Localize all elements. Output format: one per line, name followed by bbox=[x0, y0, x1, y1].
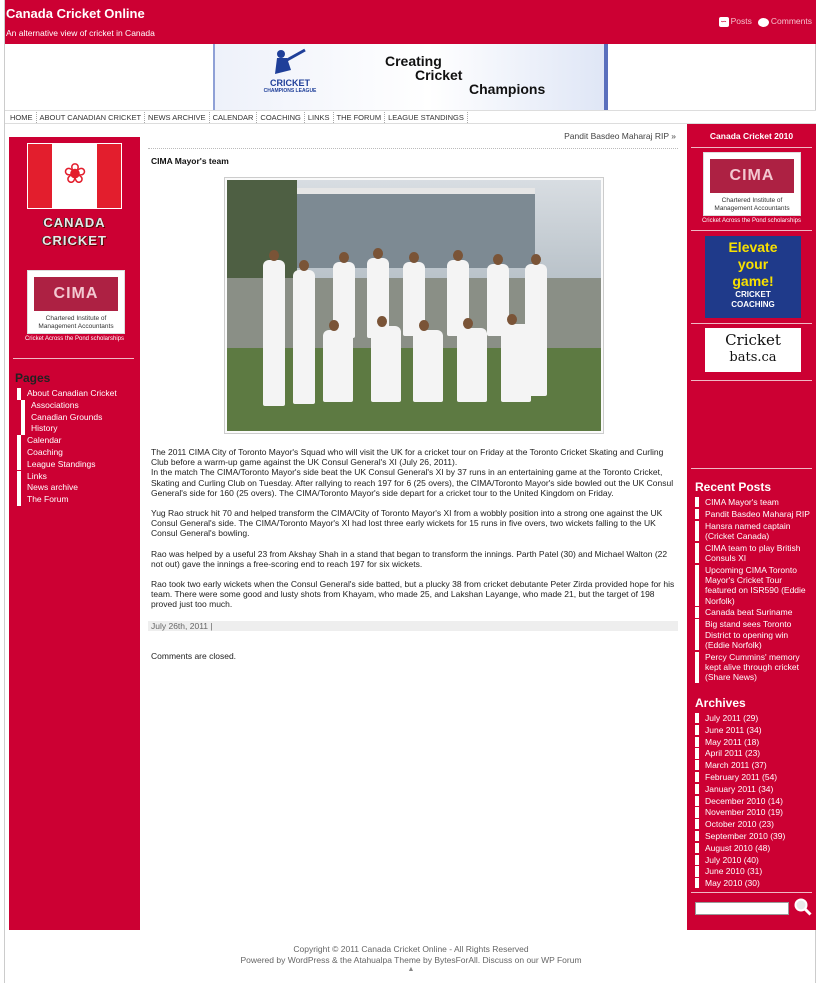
left-sidebar bbox=[9, 137, 140, 930]
archives-list bbox=[695, 713, 811, 890]
comments-feed-label: Comments bbox=[770, 16, 812, 27]
league-logo bbox=[255, 50, 325, 94]
archive-link[interactable]: July 2010 (40) bbox=[695, 855, 811, 865]
archive-link[interactable]: June 2011 (34) bbox=[695, 725, 811, 735]
search-input[interactable] bbox=[695, 902, 789, 915]
league-sub: CHAMPIONS LEAGUE bbox=[263, 88, 317, 94]
site-tagline: An alternative view of cricket in Canada bbox=[6, 28, 155, 38]
pages-heading: Pages bbox=[15, 371, 51, 385]
cima-logo-banner[interactable] bbox=[703, 152, 801, 216]
archive-link[interactable]: January 2011 (34) bbox=[695, 784, 811, 794]
post-date: July 26th, 2011 | bbox=[148, 621, 678, 631]
archive-link[interactable]: December 2010 (14) bbox=[695, 796, 811, 806]
search-icon[interactable] bbox=[794, 898, 812, 916]
cricketbats-banner[interactable] bbox=[705, 328, 801, 372]
chevron-right-icon: » bbox=[671, 131, 676, 141]
post-paragraph: Rao was helped by a useful 23 from Akshay Shah in a stand that began to transform the innings. Parth Patel (30) and Michael Walton (22 not out) gave the innings a free-scoring end to reach 197 for six wickets. bbox=[151, 548, 668, 569]
elevate-line: CRICKET bbox=[735, 290, 771, 299]
site-header bbox=[5, 0, 816, 44]
cima-caption-line: Chartered Institute of bbox=[45, 315, 107, 322]
cima-logo-text: CIMA bbox=[710, 159, 794, 193]
archive-link[interactable]: February 2011 (54) bbox=[695, 772, 811, 782]
nav-links[interactable]: LINKS bbox=[305, 112, 334, 123]
canada-flag[interactable] bbox=[27, 143, 122, 209]
elevate-line: Elevate bbox=[728, 239, 778, 255]
archives-heading: Archives bbox=[695, 696, 746, 710]
prev-post-nav[interactable] bbox=[564, 131, 676, 141]
post-body bbox=[151, 447, 676, 620]
divider bbox=[691, 323, 812, 324]
page-link[interactable]: History bbox=[21, 423, 117, 435]
archive-link[interactable]: August 2010 (48) bbox=[695, 843, 811, 853]
nav-calendar[interactable]: CALENDAR bbox=[210, 112, 258, 123]
scroll-top-icon[interactable]: ▲ bbox=[407, 966, 415, 973]
recent-posts-list bbox=[695, 497, 811, 684]
cima-caption bbox=[704, 197, 800, 213]
archive-link[interactable]: April 2011 (23) bbox=[695, 748, 811, 758]
cima-logo-banner[interactable] bbox=[27, 270, 125, 334]
nav-coaching[interactable]: COACHING bbox=[257, 112, 304, 123]
page-link[interactable]: Associations bbox=[21, 400, 117, 412]
page-wrapper bbox=[4, 0, 816, 983]
powered-by-text: Powered by WordPress & the Atahualpa Theme by BytesForAll. Discuss on our WP Forum bbox=[240, 954, 582, 965]
cricketbats-logo-line: Cricket bbox=[725, 331, 781, 349]
recent-post-link[interactable]: Pandit Basdeo Maharaj RIP bbox=[695, 509, 811, 519]
copyright-text: Copyright © 2011 Canada Cricket Online - All Rights Reserved bbox=[293, 944, 529, 954]
league-name: CRICKET bbox=[270, 78, 310, 88]
elevate-your-game-banner[interactable] bbox=[705, 236, 801, 318]
cima-logo-text: CIMA bbox=[34, 277, 118, 311]
comments-closed: Comments are closed. bbox=[151, 651, 237, 661]
divider bbox=[691, 468, 812, 469]
archive-link[interactable]: May 2011 (18) bbox=[695, 737, 811, 747]
recent-post-link[interactable]: CIMA Mayor's team bbox=[695, 497, 811, 507]
archive-link[interactable]: November 2010 (19) bbox=[695, 807, 811, 817]
elevate-line: your bbox=[737, 256, 769, 272]
banner-slogan bbox=[385, 54, 545, 96]
sidebar-heading: Canada Cricket 2010 bbox=[709, 131, 794, 141]
page-link[interactable]: League Standings bbox=[17, 459, 117, 471]
maple-leaf-icon: ❀ bbox=[63, 158, 87, 189]
cima-caption-line: Management Accountants bbox=[714, 205, 790, 212]
archive-link[interactable]: September 2010 (39) bbox=[695, 831, 811, 841]
recent-posts-heading: Recent Posts bbox=[695, 480, 772, 494]
page-link[interactable]: News archive bbox=[17, 482, 117, 494]
slogan-line: Champions bbox=[469, 81, 546, 97]
right-sidebar bbox=[687, 124, 816, 930]
nav-forum[interactable]: THE FORUM bbox=[334, 112, 386, 123]
recent-post-link[interactable]: Big stand sees Toronto District to opening win (Eddie Norfolk) bbox=[695, 619, 811, 650]
team-photo bbox=[224, 177, 604, 434]
cima-scholarship-link[interactable]: Cricket Across the Pond scholarships bbox=[701, 218, 802, 224]
cricketbats-logo-line: bats.ca bbox=[729, 350, 777, 365]
canada-cricket-line1: CANADA bbox=[43, 215, 106, 230]
elevate-line: COACHING bbox=[731, 300, 775, 309]
archive-link[interactable]: March 2011 (37) bbox=[695, 760, 811, 770]
divider bbox=[13, 358, 134, 359]
archive-link[interactable]: May 2010 (30) bbox=[695, 878, 811, 888]
comments-feed-link[interactable] bbox=[758, 16, 812, 26]
cima-scholarship-link[interactable]: Cricket Across the Pond scholarships bbox=[24, 336, 125, 342]
header-banner[interactable] bbox=[213, 44, 608, 110]
divider bbox=[691, 380, 812, 381]
main-nav bbox=[5, 110, 816, 124]
comments-icon bbox=[758, 18, 769, 27]
post-title[interactable]: CIMA Mayor's team bbox=[151, 156, 229, 166]
page-link[interactable]: The Forum bbox=[17, 494, 117, 506]
archive-link[interactable]: June 2010 (31) bbox=[695, 866, 811, 876]
rss-icon: ∽ bbox=[720, 16, 727, 26]
recent-post-link[interactable]: Upcoming CIMA Toronto Mayor's Cricket Tour featured on ISR590 (Eddie Norfolk) bbox=[695, 565, 811, 606]
post-paragraph: Yug Rao struck hit 70 and helped transform the CIMA/City of Toronto Mayor's XI from a wobbly position into a strong one against the UK Consul General's side. The CIMA/Toronto Mayor's XI had lost three early wickets for 15 runs in five overs, two wickets falling to the UK Consul General's bowling. bbox=[151, 508, 663, 539]
canada-cricket-line2: CRICKET bbox=[42, 233, 107, 248]
page-link[interactable]: Links bbox=[17, 471, 117, 483]
page-link[interactable]: Calendar bbox=[17, 435, 117, 447]
posts-feed-link[interactable] bbox=[719, 16, 752, 27]
divider bbox=[691, 147, 812, 148]
archive-link[interactable]: July 2011 (29) bbox=[695, 713, 811, 723]
post-paragraph: Rao took two early wickets when the Consul General's side batted, but a plucky 38 from cricket debutante Peter Zirda provided hope for his team. There were some good and lusty shots from Khayam, who made 25, and Lakshan Layange, who made 21, but the target of 198 proved just too much. bbox=[151, 579, 675, 610]
cima-caption bbox=[28, 315, 124, 331]
nav-news-archive[interactable]: NEWS ARCHIVE bbox=[145, 112, 210, 123]
site-footer bbox=[1, 944, 820, 976]
site-title[interactable]: Canada Cricket Online bbox=[6, 6, 145, 21]
page-link[interactable]: About Canadian Cricket bbox=[17, 388, 117, 400]
divider bbox=[148, 148, 678, 149]
nav-league-standings[interactable]: LEAGUE STANDINGS bbox=[385, 112, 468, 123]
cima-caption-line: Management Accountants bbox=[38, 323, 114, 330]
post-paragraph: The 2011 CIMA City of Toronto Mayor's Squad who will visit the UK for a cricket tour on Friday at the Toronto Cricket Skating and Curling Club before a warm-up game against the UK Consul General's XI (July 26, 2011). In the match The CIMA/Toronto Mayor's side beat the UK Consul General's XI by 37 runs in an entertaining game at the Toronto Cricket, Skating and Curling Club on Tuesday. After rallying to reach 197 for 6 (25 overs), the CIMA/Toronto Mayor's side bowled out the UK Consul General's side for 160 (25 overs). The CIMA/Toronto Mayor's side depart for a cricket tour to the United Kingdom on Friday. bbox=[151, 447, 674, 498]
recent-post-link[interactable]: Percy Cummins' memory kept alive through cricket (Share News) bbox=[695, 652, 811, 683]
recent-post-link[interactable]: Hansra named captain (Cricket Canada) bbox=[695, 521, 811, 542]
pages-list bbox=[17, 388, 117, 506]
recent-post-link[interactable]: Canada beat Suriname bbox=[695, 607, 811, 617]
page-link[interactable]: Coaching bbox=[17, 447, 117, 459]
feed-links bbox=[719, 16, 812, 27]
divider bbox=[691, 230, 812, 231]
divider bbox=[691, 892, 812, 893]
prev-post-link[interactable]: Pandit Basdeo Maharaj RIP bbox=[564, 131, 669, 141]
cima-caption-line: Chartered Institute of bbox=[721, 197, 783, 204]
page-link[interactable]: Canadian Grounds bbox=[21, 412, 117, 424]
slogan-line: Cricket bbox=[415, 67, 463, 83]
nav-home[interactable]: HOME bbox=[7, 112, 37, 123]
elevate-line: game! bbox=[732, 273, 774, 289]
posts-feed-label: Posts bbox=[730, 16, 752, 26]
slogan-line: Creating bbox=[385, 53, 442, 69]
recent-post-link[interactable]: CIMA team to play British Consuls XI bbox=[695, 543, 811, 564]
main-content bbox=[148, 124, 678, 930]
nav-about[interactable]: ABOUT CANADIAN CRICKET bbox=[37, 112, 146, 123]
archive-link[interactable]: October 2010 (23) bbox=[695, 819, 811, 829]
